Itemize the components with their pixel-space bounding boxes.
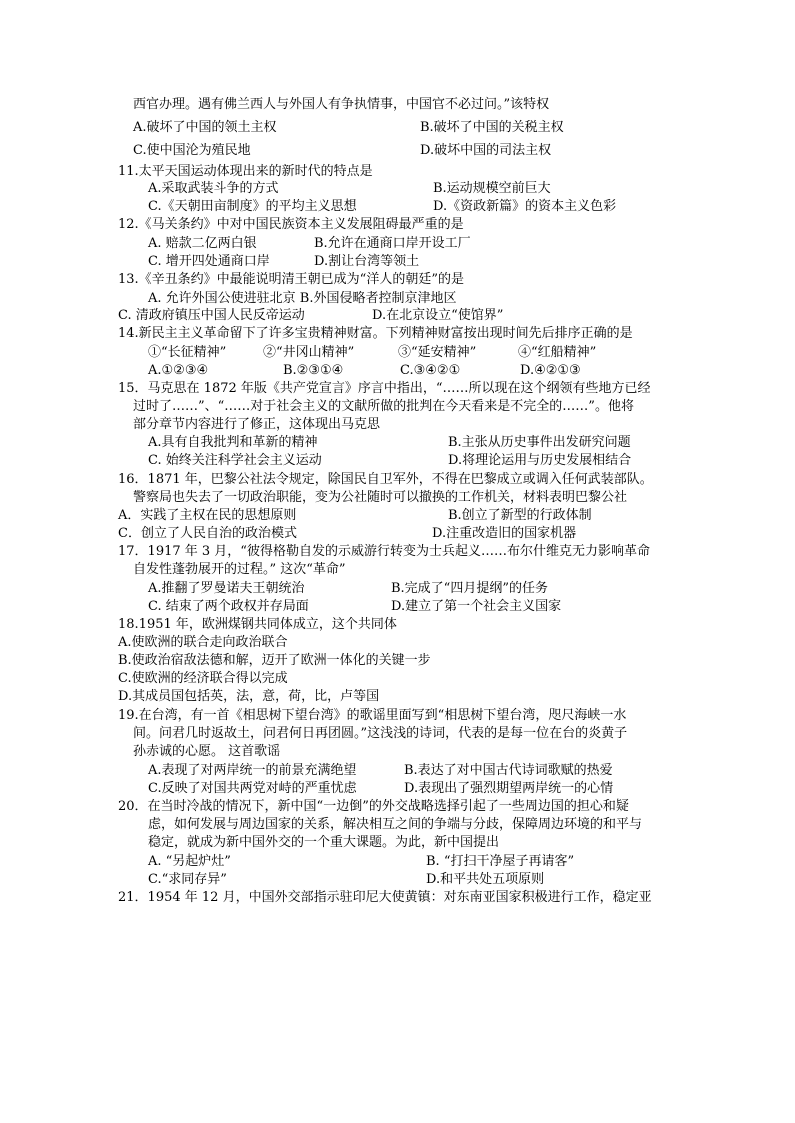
question-12: 12.《马关条约》中对中国民族资本主义发展阻碍最严重的是 — [118, 217, 464, 232]
question-16: 16．1871 年，巴黎公社法令规定，除国民自卫军外，不得在巴黎成立或调入任何武装部队。 — [118, 472, 653, 487]
question-15-line3: 部分章节内容进行了修正，这体现出马克思 — [133, 417, 381, 432]
option-d: D.破坏中国的司法主权 — [420, 143, 552, 158]
option-a: A.表现了对两岸统一的前景充满绝望 — [148, 763, 357, 778]
option-d: D.注重改造旧的国家机器 — [432, 526, 577, 541]
option-b: B.创立了新型的行政体制 — [448, 508, 592, 523]
question-18: 18.1951 年，欧洲煤钢共同体成立，这个共同体 — [118, 617, 397, 632]
option-d: D.在北京设立“使馆界” — [372, 308, 504, 323]
question-14: 14.新民主主义革命留下了许多宝贵精神财富。下列精神财富按出现时间先后排序正确的是 — [118, 326, 633, 341]
question-19-line3: 孙赤诚的心愿。 这首歌谣 — [133, 744, 281, 759]
item-4: ④“红船精神” — [518, 345, 597, 360]
option-a: A.破坏了中国的领土主权 — [133, 120, 277, 135]
option-c: C.使中国沦为殖民地 — [133, 143, 251, 158]
option-a: A.推翻了罗曼诺夫王朝统治 — [148, 581, 305, 596]
option-c: C.“求同存异” — [148, 872, 227, 887]
option-c: C.《天朝田亩制度》的平均主义思想 — [148, 199, 357, 214]
option-a: A.采取武装斗争的方式 — [148, 181, 279, 196]
question-21: 21．1954 年 12 月，中国外交部指示驻印尼大使黄镇：对东南亚国家积极进行工作，稳定亚 — [118, 890, 652, 905]
option-a: A.具有自我批判和革新的精神 — [148, 435, 318, 450]
option-b: B. “打扫干净屋子再请客” — [426, 854, 575, 869]
option-a: A．实践了主权在民的思想原则 — [118, 508, 297, 523]
option-d: D.割让台湾等领土 — [314, 254, 420, 269]
option-a: A. “另起炉灶” — [148, 854, 231, 869]
item-1: ①“长征精神” — [148, 345, 227, 360]
question-15: 15．马克思在 1872 年版《共产党宣言》序言中指出，“……所以现在这个纲领有些地方已经 — [118, 381, 651, 396]
option-ab: A. 允许外国公使进驻北京 B.外国侵略者控制京津地区 — [148, 291, 457, 306]
option-b: B.使政治宿敌法德和解，迈开了欧洲一体化的关键一步 — [118, 653, 431, 668]
option-a: A. 赔款二亿两白银 — [148, 236, 257, 251]
question-20-line3: 稳定，就成为新中国外交的一个重大课题。为此，新中国提出 — [148, 835, 500, 850]
question-20-line2: 虑，如何发展与周边国家的关系，解决相互之间的争端与分歧，保障周边环境的和平与 — [148, 817, 643, 832]
question-16-line2: 警察局也失去了一切政治职能，变为公社随时可以撤换的工作机关，材料表明巴黎公社 — [133, 490, 628, 505]
option-d: D.④②①③ — [520, 363, 581, 378]
option-c: C.使欧洲的经济联合得以完成 — [118, 671, 288, 686]
option-d: D.和平共处五项原则 — [426, 872, 545, 887]
option-b: B.主张从历史事件出发研究问题 — [448, 435, 631, 450]
question-15-line2: 过时了……”、“……对于社会主义的文献所做的批判在今天看来是不完全的……”。他将 — [133, 399, 634, 414]
option-b: B.表达了对中国古代诗词歌赋的热爱 — [404, 763, 613, 778]
option-d: D.其成员国包括英，法，意，荷，比，卢等国 — [118, 689, 380, 704]
option-c: C.反映了对国共两党对峙的严重忧虑 — [148, 781, 357, 796]
option-d: D.建立了第一个社会主义国家 — [391, 599, 562, 614]
question-17: 17．1917 年 3 月，“彼得格勒自发的示威游行转变为士兵起义……布尔什维克无力影响革命 — [118, 544, 650, 559]
option-b: B.②③①④ — [283, 363, 344, 378]
option-d: D.《资政新篇》的资本主义色彩 — [433, 199, 617, 214]
option-b: B.完成了“四月提纲”的任务 — [391, 581, 548, 596]
option-b: B.允许在通商口岸开设工厂 — [314, 236, 471, 251]
option-b: B.运动规模空前巨大 — [433, 181, 551, 196]
option-d: D.将理论运用与历史发展相结合 — [448, 453, 632, 468]
item-3: ③“延安精神” — [398, 345, 477, 360]
option-c: C. 清政府镇压中国人民反帝运动 — [118, 308, 305, 323]
text-line: 西官办理。遇有佛兰西人与外国人有争执情事，中国官不必过问。”该特权 — [133, 97, 550, 112]
option-c: C. 始终关注科学社会主义运动 — [148, 453, 322, 468]
question-17-line2: 自发性蓬勃展开的过程。” 这次“革命” — [133, 562, 346, 577]
option-c: C. 增开四处通商口岸 — [148, 254, 270, 269]
option-d: D.表现出了强烈期望两岸统一的心情 — [404, 781, 614, 796]
item-2: ②“井冈山精神” — [263, 345, 355, 360]
option-c: C.③④②① — [400, 363, 461, 378]
option-b: B.破坏了中国的关税主权 — [420, 120, 564, 135]
option-a: A.①②③④ — [148, 363, 209, 378]
option-c: C. 结束了两个政权并存局面 — [148, 599, 309, 614]
question-11: 11.太平天国运动体现出来的新时代的特点是 — [118, 164, 373, 179]
question-13: 13.《辛丑条约》中最能说明清王朝已成为“洋人的朝廷”的是 — [118, 272, 464, 287]
question-19-line2: 间。问君几时返故土，问君何日再团圆。”这浅浅的诗词，代表的是每一位在台的炎黄子 — [133, 726, 628, 741]
question-20: 20．在当时冷战的情况下，新中国“一边倒”的外交战略选择引起了一些周边国的担心和疑 — [118, 799, 629, 814]
option-c: C．创立了人民自治的政治模式 — [118, 526, 297, 541]
option-a: A.使欧洲的联合走向政治联合 — [118, 635, 288, 650]
question-19: 19.在台湾，有一首《相思树下望台湾》的歌谣里面写到“相思树下望台湾，咫尺海峡一水 — [118, 708, 627, 723]
